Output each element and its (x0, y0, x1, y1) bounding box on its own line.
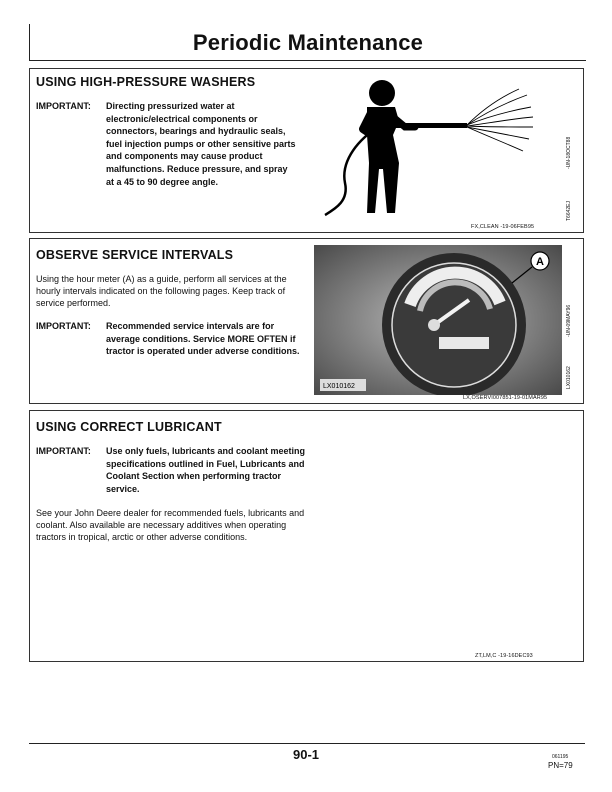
important-label: IMPORTANT: (36, 321, 91, 331)
pn-number: PN=79 (548, 761, 573, 770)
section-heading: USING CORRECT LUBRICANT (36, 420, 222, 434)
important-note (36, 100, 316, 210)
footer-code: 061195 (552, 754, 569, 760)
important-label: IMPORTANT: (36, 101, 91, 111)
side-code: T6642EJ (566, 200, 572, 221)
important-text: Directing pressurized water at electronic/electrical components or connectors, bearings and hydraulic seals, fuel injection pumps or other sensitive parts and components may cause product malfunctions. Reduce pressure, and spray at a 45 to 90 degree angle. (106, 101, 296, 187)
section-heading: USING HIGH-PRESSURE WASHERS (36, 75, 256, 89)
important-note (36, 320, 316, 380)
reference-code: FX,CLEAN -19-06FEB95 (471, 224, 535, 230)
footer-rule (29, 743, 585, 744)
body-text: Using the hour meter (A) as a guide, perform all services at the hourly intervals indicated on the following pages. Keep track of service performed. (36, 274, 287, 309)
title-frame (29, 24, 586, 61)
reference-code: ZT,LM,C -19-16DEC93 (475, 653, 533, 659)
callout-a: A (536, 256, 544, 268)
page-title: Periodic Maintenance (192, 30, 424, 55)
section-heading: OBSERVE SERVICE INTERVALS (36, 248, 234, 262)
side-code: LX010162 (566, 366, 572, 389)
page-number: 90-1 (292, 747, 320, 762)
side-code: -UN-18OCT88 (566, 136, 572, 169)
important-text: Recommended service intervals are for average conditions. Service MORE OFTEN if tractor is operated under adverse conditions. (106, 321, 300, 357)
section-service-intervals (29, 238, 584, 404)
hour-meter-photo (314, 245, 562, 395)
washer-illustration (315, 73, 545, 221)
reference-code: LX,OSERVI007851-19-01MAR95 (463, 395, 548, 401)
body-text: See your John Deere dealer for recommended fuels, lubricants and coolant. Also available are necessary additives when operating tractors in tropical, arctic or other adverse conditions. (36, 508, 305, 543)
image-label: LX010162 (323, 383, 355, 390)
important-note (36, 445, 326, 505)
important-label: IMPORTANT: (36, 446, 91, 456)
section-correct-lubricant (29, 410, 584, 662)
side-code: -UN-09MAY96 (566, 304, 572, 337)
section-high-pressure-washers (29, 68, 584, 233)
important-text: Use only fuels, lubricants and coolant meeting specifications outlined in Fuel, Lubricants and Coolant Section when performing tractor service. (106, 446, 306, 494)
